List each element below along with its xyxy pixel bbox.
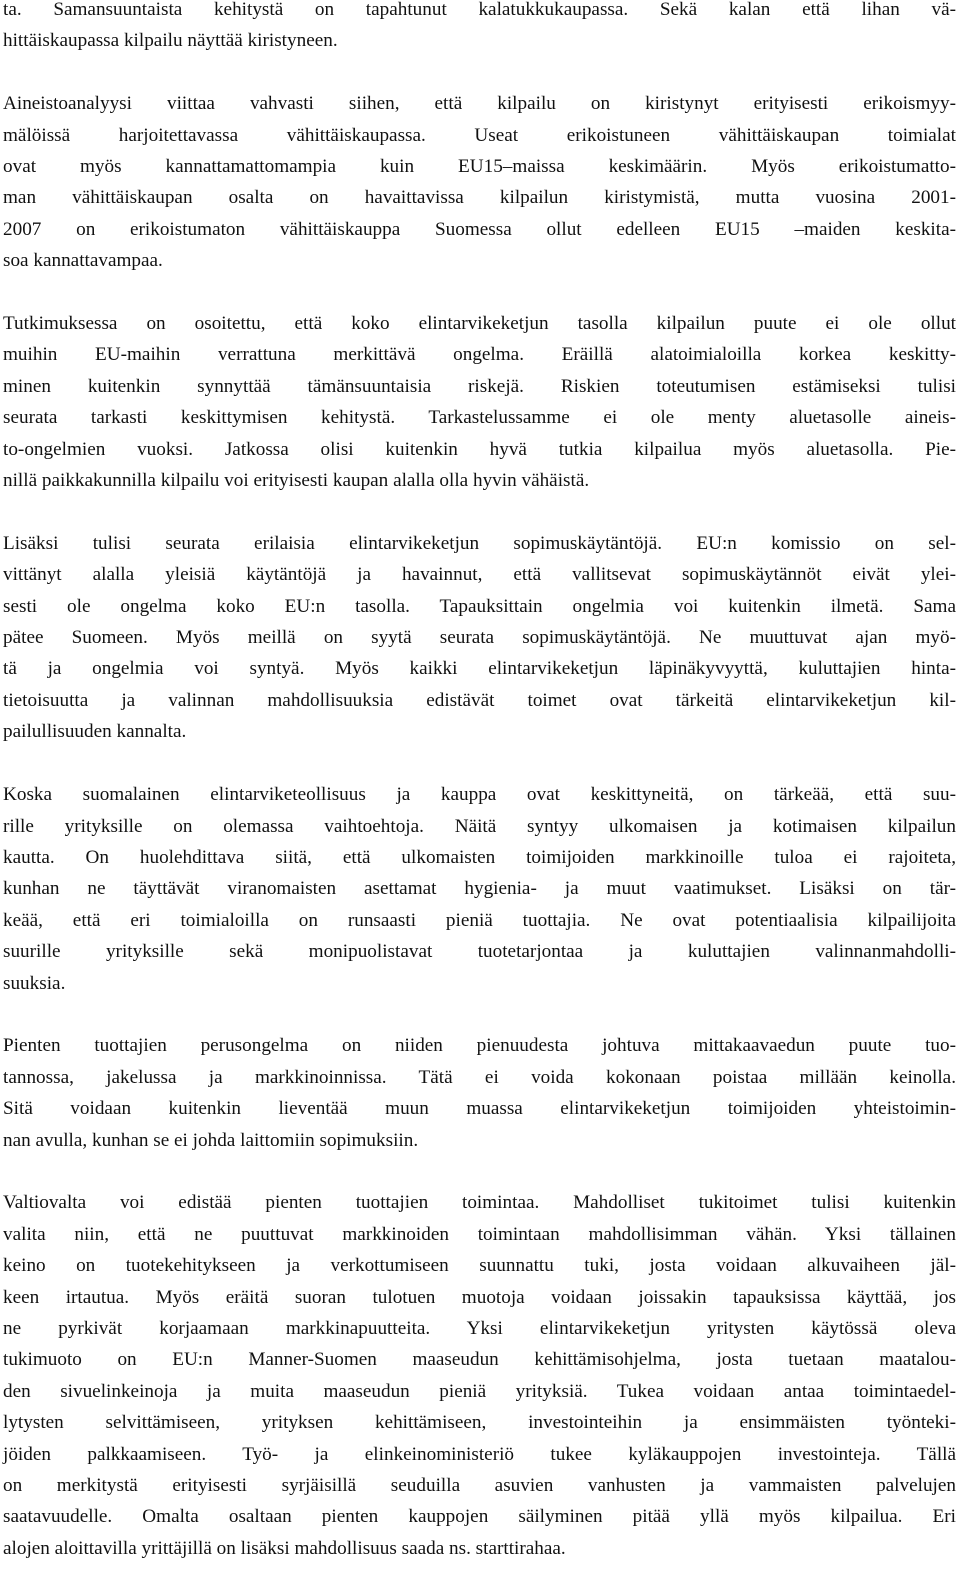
- text-line: seurata tarkasti keskittymisen kehitystä. Tarkastelussamme ei ole menty aluetasolle aineis-: [3, 407, 956, 429]
- text-line: suuksia.: [3, 972, 66, 994]
- paragraph-7: [3, 1187, 956, 1564]
- text-line: keino on tuotekehitykseen ja verkottumiseen suunnattu tuki, josta voidaan alkuvaiheen jäl-: [3, 1255, 956, 1277]
- text-line: rille yrityksille on olemassa vaihtoehtoja. Näitä syntyy ulkomaisen ja kotimaisen kilpailun: [3, 815, 956, 837]
- text-line: jöiden palkkaamiseen. Työ- ja elinkeinoministeriö tukee kyläkauppojen investointeja. Tällä: [3, 1443, 956, 1465]
- text-line: Koska suomalainen elintarviketeollisuus ja kauppa ovat keskittyneitä, on tärkeää, että suu-: [3, 784, 956, 806]
- text-line: tä ja ongelmia voi syntyä. Myös kaikki elintarvikeketjun läpinäkyvyyttä, kuluttajien hinta-: [3, 658, 956, 680]
- text-line: on merkitystä erityisesti syrjäisillä seuduilla asuvien vanhusten ja vammaisten palvelujen: [3, 1475, 956, 1496]
- text-line: kautta. On huolehdittava siitä, että ulkomaisten toimijoiden markkinoille tuloa ei rajoiteta,: [3, 846, 956, 868]
- paragraph-4: [3, 528, 956, 748]
- text-line: minen kuitenkin synnyttää tämänsuuntaisia riskejä. Riskien toteutumisen estämiseksi tulisi: [3, 375, 956, 397]
- text-line: keää, että eri toimialoilla on runsaasti pieniä tuottajia. Ne ovat potentiaalisia kilpailijoita: [3, 909, 956, 931]
- text-line: Aineistoanalyysi viittaa vahvasti siihen, että kilpailu on kiristynyt erityisesti erikoismyy-: [3, 93, 956, 115]
- paragraph-1: [3, 0, 956, 57]
- text-line: Tutkimuksessa on osoitettu, että koko elintarvikeketjun tasolla kilpailun puute ei ole ollut: [3, 313, 956, 335]
- text-line: man vähittäiskaupan osalta on havaittavissa kilpailun kiristymistä, mutta vuosina 2001-: [3, 187, 956, 209]
- text-line: saatavuudelle. Omalta osaltaan pienten kauppojen säilyminen pitää yllä myös kilpailua. Eri: [3, 1506, 956, 1528]
- text-line: sesti ole ongelma koko EU:n tasolla. Tapauksittain ongelmia voi kuitenkin ilmetä. Sama: [3, 595, 956, 617]
- paragraph-5: [3, 779, 956, 999]
- text-line: Lisäksi tulisi seurata erilaisia elintarvikeketjun sopimuskäytäntöjä. EU:n komissio on sel-: [3, 532, 956, 554]
- text-line: to-ongelmien vuoksi. Jatkossa olisi kuitenkin hyvä tutkia kilpailua myös aluetasolla. Pie-: [3, 438, 956, 460]
- text-line: ne pyrkivät korjaamaan markkinapuutteita. Yksi elintarvikeketjun yritysten käytössä oleva: [3, 1317, 956, 1339]
- text-line: muihin EU-maihin verrattuna merkittävä ongelma. Eräillä alatoimialoilla korkea keskitty-: [3, 344, 956, 366]
- text-line: tietoisuutta ja valinnan mahdollisuuksia edistävät toimet ovat tärkeitä elintarvikeketjun kil-: [3, 689, 956, 711]
- text-line: keen irtautua. Myös eräitä suoran tulotuen muotoja voidaan joissakin tapauksissa käyttää, jos: [3, 1286, 956, 1308]
- text-line: alojen aloittavilla yrittäjillä on lisäksi mahdollisuus saada ns. starttirahaa.: [3, 1537, 566, 1559]
- text-line: 2007 on erikoistumaton vähittäiskauppa Suomessa ollut edelleen EU15 –maiden keskita-: [3, 218, 956, 240]
- text-line: pailullisuuden kannalta.: [3, 721, 187, 743]
- text-line: suurille yrityksille sekä monipuolistavat tuotetarjontaa ja kuluttajien valinnanmahdolli-: [3, 941, 956, 963]
- text-line: Pienten tuottajien perusongelma on niiden pienuudesta johtuva mittakaavaedun puute tuo-: [3, 1035, 956, 1057]
- text-line: ta. Samansuuntaista kehitystä on tapahtunut kalatukkukaupassa. Sekä kalan että lihan vä-: [3, 0, 956, 20]
- text-line: pätee Suomeen. Myös meillä on syytä seurata sopimuskäytäntöjä. Ne muuttuvat ajan myö-: [3, 627, 956, 649]
- text-line: hittäiskaupassa kilpailu näyttää kiristyneen.: [3, 30, 338, 52]
- text-line: Valtiovalta voi edistää pienten tuottajien toimintaa. Mahdolliset tukitoimet tulisi kuitenkin: [3, 1192, 956, 1214]
- paragraph-6: [3, 1030, 956, 1156]
- text-line: tukimuoto on EU:n Manner-Suomen maaseudun kehittämisohjelma, josta tuetaan maatalou-: [3, 1349, 956, 1371]
- text-line: ovat myös kannattamattomampia kuin EU15–maissa keskimäärin. Myös erikoistumatto-: [3, 156, 956, 178]
- text-line: vittänyt alalla yleisiä käytäntöjä ja havainnut, että vallitsevat sopimuskäytännöt eivät ylei-: [3, 564, 956, 586]
- document-page: [3, 0, 956, 1596]
- text-line: lytysten selvittämiseen, yrityksen kehittämiseen, investointeihin ja ensimmäisten työnteki-: [3, 1412, 956, 1434]
- text-line: Sitä voidaan kuitenkin lieventää muun muassa elintarvikeketjun toimijoiden yhteistoimin-: [3, 1098, 956, 1120]
- text-line: valita niin, että ne puuttuvat markkinoiden toimintaan mahdollisimman vähän. Yksi tällainen: [3, 1223, 956, 1245]
- paragraph-3: [3, 308, 956, 496]
- text-line: tannossa, jakelussa ja markkinoinnissa. Tätä ei voida kokonaan poistaa millään keinolla.: [3, 1066, 956, 1088]
- text-line: nan avulla, kunhan se ei johda laittomiin sopimuksiin.: [3, 1129, 419, 1151]
- text-line: den sivuelinkeinoja ja muita maaseudun pieniä yrityksiä. Tukea voidaan antaa toimintaedel-: [3, 1380, 956, 1402]
- text-line: soa kannattavampaa.: [3, 250, 163, 272]
- text-line: mälöissä harjoitettavassa vähittäiskaupassa. Useat erikoistuneen vähittäiskaupan toimialat: [3, 124, 956, 146]
- text-line: nillä paikkakunnilla kilpailu voi erityisesti kaupan alalla olla hyvin vähäistä.: [3, 470, 590, 492]
- text-line: kunhan ne täyttävät viranomaisten asettamat hygienia- ja muut vaatimukset. Lisäksi on tär-: [3, 878, 956, 900]
- paragraph-2: [3, 88, 956, 276]
